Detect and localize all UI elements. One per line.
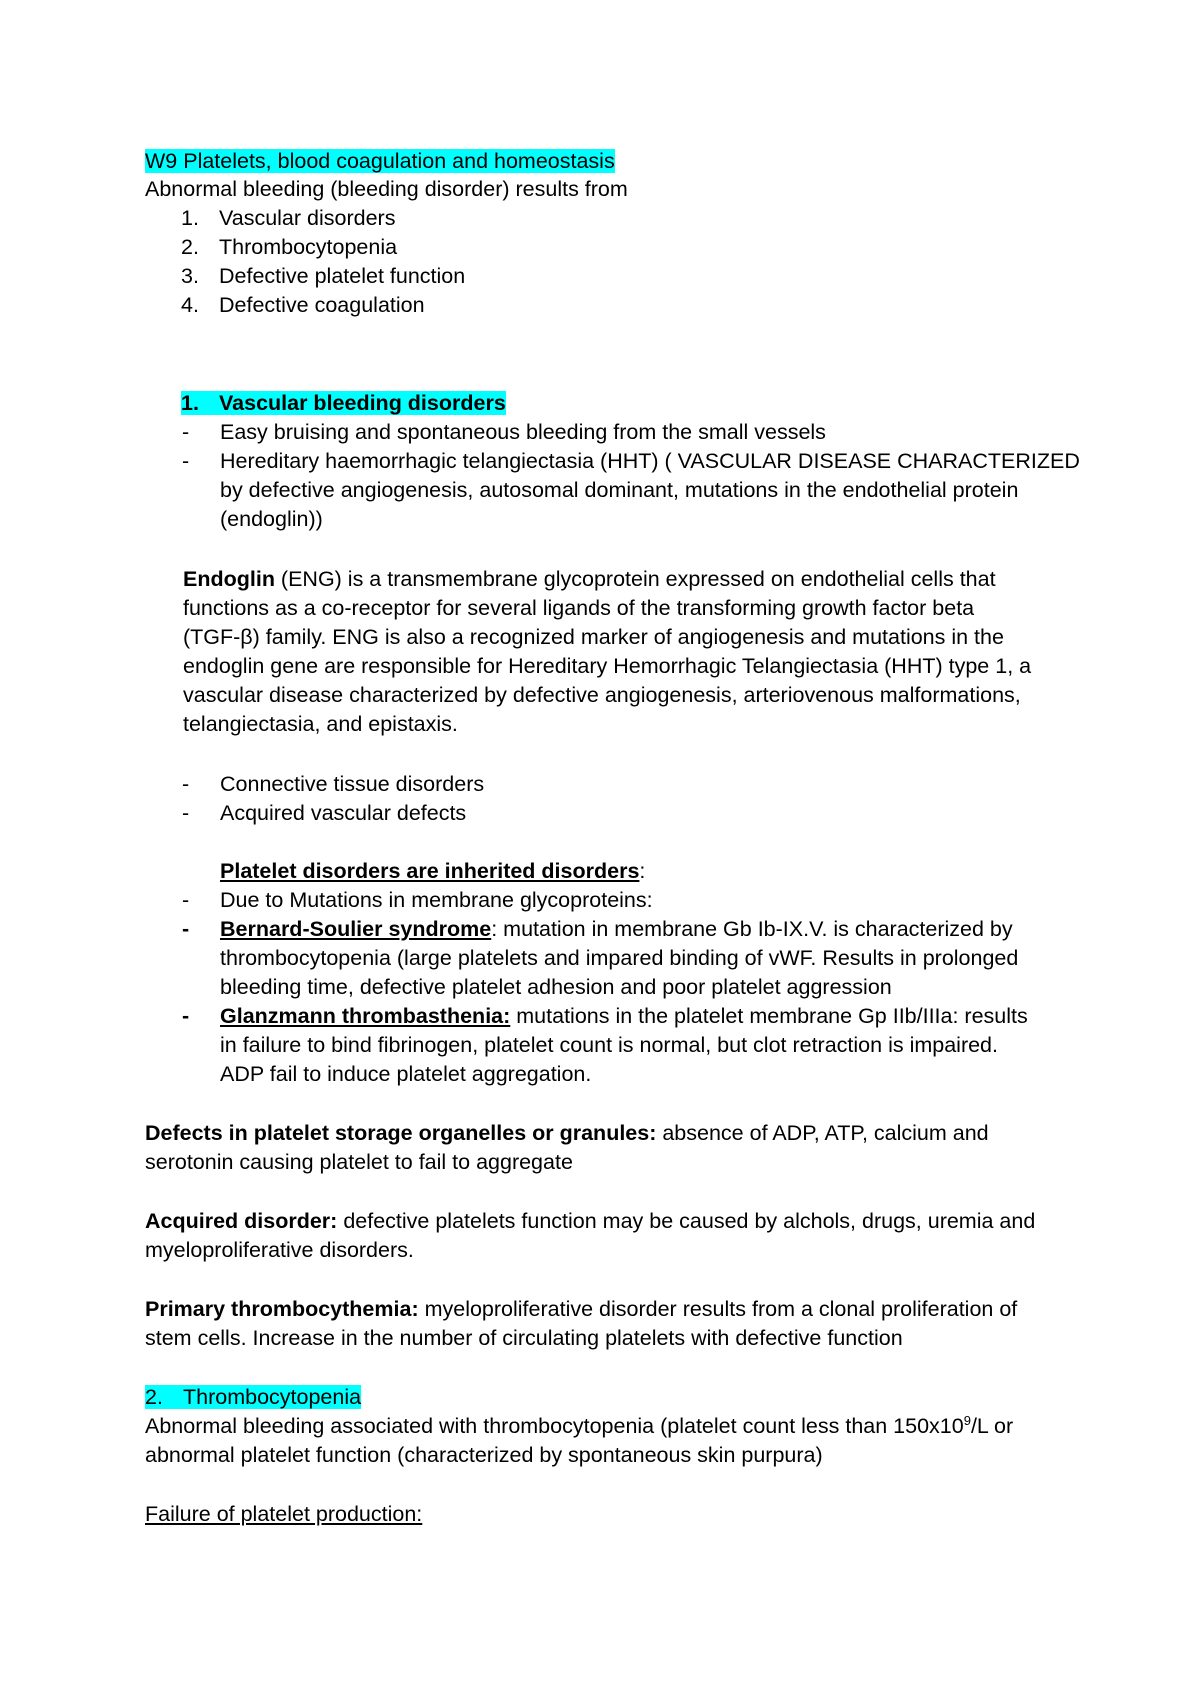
bullet-text: (endoglin)) (220, 507, 323, 531)
intro-text: Abnormal bleeding (bleeding disorder) results from (145, 177, 628, 201)
bullet-text: thrombocytopenia (large platelets and impared binding of vWF. Results in prolonged (220, 946, 1019, 970)
bullet-text: Hereditary haemorrhagic telangiectasia (HHT) ( VASCULAR DISEASE CHARACTERIZED (220, 449, 1080, 473)
thrombocytopenia-paragraph: abnormal platelet function (characterized by spontaneous skin purpura) (145, 1443, 823, 1467)
list-item: 4. Defective coagulation (181, 293, 425, 317)
acquired-paragraph: myeloproliferative disorders. (145, 1238, 414, 1262)
bullet-text: by defective angiogenesis, autosomal dominant, mutations in the endothelial protein (220, 478, 1019, 502)
endoglin-paragraph: functions as a co-receptor for several ligands of the transforming growth factor beta (183, 596, 975, 620)
bullet-text: ADP fail to induce platelet aggregation. (220, 1062, 592, 1086)
bullet-text: bleeding time, defective platelet adhesion and poor platelet aggression (220, 975, 892, 999)
bullet-text: Due to Mutations in membrane glycoproteins: (220, 888, 653, 912)
section-heading-vascular: 1. Vascular bleeding disorders (181, 391, 506, 415)
bullet-dash: - (182, 888, 190, 912)
defects-paragraph: serotonin causing platelet to fail to aggregate (145, 1150, 573, 1174)
list-item: 2. Thrombocytopenia (181, 235, 398, 259)
bullet-dash: - (182, 917, 190, 941)
endoglin-paragraph: Endoglin (ENG) is a transmembrane glycoprotein expressed on endothelial cells that (183, 567, 996, 591)
bullet-text: Connective tissue disorders (220, 772, 485, 796)
section-heading-thrombocytopenia: 2. Thrombocytopenia (145, 1385, 362, 1409)
primary-paragraph: Primary thrombocythemia: myeloproliferative disorder results from a clonal proliferation of (145, 1297, 1018, 1321)
defects-paragraph: Defects in platelet storage organelles or granules: absence of ADP, ATP, calcium and (145, 1121, 989, 1145)
thrombocytopenia-paragraph: Abnormal bleeding associated with thrombocytopenia (platelet count less than $150x10^9/L$ or (145, 1412, 1014, 1438)
bullet-dash: - (182, 420, 190, 444)
list-item: 1. Vascular disorders (181, 206, 396, 230)
bullet-text: Bernard-Soulier syndrome: mutation in membrane Gb Ib-IX.V. is characterized by (220, 917, 1013, 941)
bullet-dash: - (182, 772, 190, 796)
endoglin-paragraph: endoglin gene are responsible for Hereditary Hemorrhagic Telangiectasia (HHT) type 1, a (183, 654, 1032, 678)
bullet-text: Acquired vascular defects (220, 801, 467, 825)
bullet-dash: - (182, 801, 190, 825)
bullet-dash: - (182, 449, 190, 473)
platelet-disorders-heading: Platelet disorders are inherited disorders: (220, 859, 646, 883)
primary-paragraph: stem cells. Increase in the number of circulating platelets with defective function (145, 1326, 903, 1350)
bullet-dash: - (182, 1004, 190, 1028)
endoglin-paragraph: vascular disease characterized by defective angiogenesis, arteriovenous malformations, (183, 683, 1021, 707)
document-title: W9 Platelets, blood coagulation and homeostasis (145, 149, 615, 173)
list-item: 3. Defective platelet function (181, 264, 466, 288)
bullet-text: Easy bruising and spontaneous bleeding from the small vessels (220, 420, 826, 444)
endoglin-paragraph: (TGF-β) family. ENG is also a recognized marker of angiogenesis and mutations in the (183, 625, 1004, 649)
endoglin-paragraph: telangiectasia, and epistaxis. (183, 712, 458, 736)
acquired-paragraph: Acquired disorder: defective platelets function may be caused by alchols, drugs, uremia and (145, 1209, 1036, 1233)
failure-heading: Failure of platelet production: (145, 1502, 423, 1526)
bullet-text: Glanzmann thrombasthenia: mutations in the platelet membrane Gp IIb/IIIa: results (220, 1004, 1028, 1028)
bullet-text: in failure to bind fibrinogen, platelet count is normal, but clot retraction is impaired. (220, 1033, 998, 1057)
